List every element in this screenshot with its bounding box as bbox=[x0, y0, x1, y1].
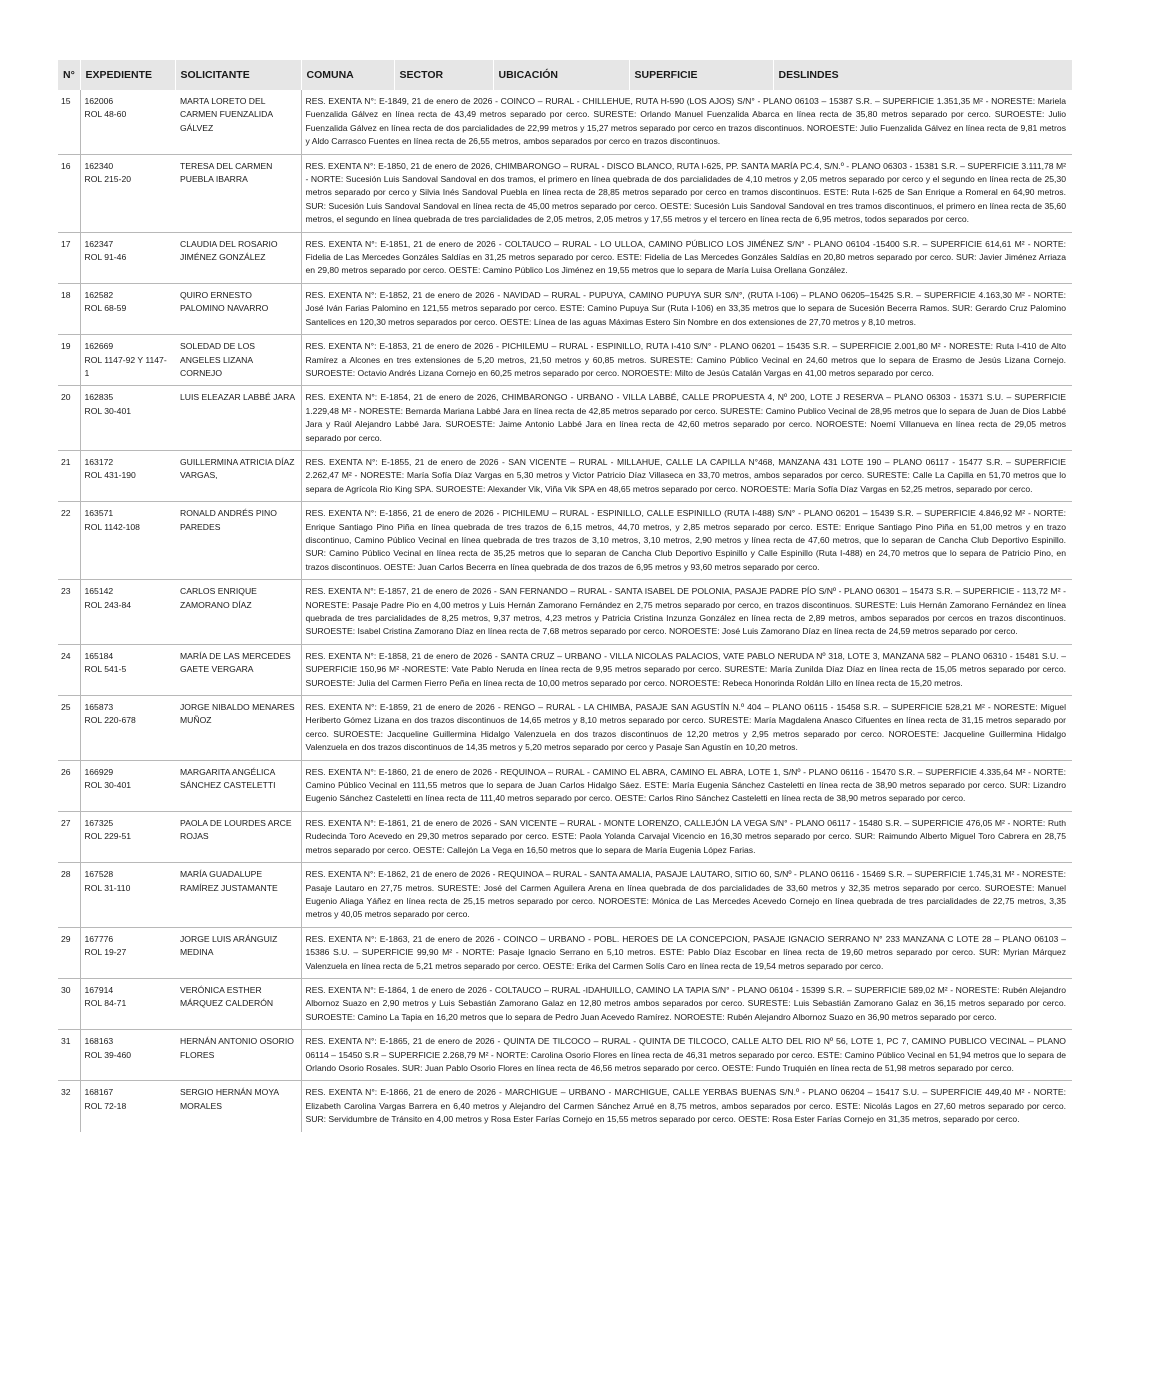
row-solicitante-text: MARGARITA ANGÉLICA SÁNCHEZ CASTELETTI bbox=[180, 766, 276, 791]
row-expediente-text: ROL 1147-92 Y 1147-1 bbox=[84, 354, 167, 378]
resolutions-table bbox=[58, 60, 1072, 1132]
header-expediente: EXPEDIENTE bbox=[80, 60, 175, 90]
row-solicitante-text: LUIS ELEAZAR LABBÉ JARA bbox=[180, 392, 296, 403]
row-detalle bbox=[301, 978, 1072, 1029]
row-detalle bbox=[301, 760, 1072, 811]
row-expediente-text: ROL 431-190 bbox=[84, 470, 136, 481]
row-expediente bbox=[80, 1030, 175, 1081]
row-solicitante bbox=[175, 335, 301, 386]
row-solicitante-text: MARTA LORETO DEL CARMEN FUENZALIDA GÁLVEZ bbox=[180, 96, 273, 133]
row-expediente-text: ROL 220-678 bbox=[84, 715, 136, 726]
row-detalle bbox=[301, 386, 1072, 451]
row-number bbox=[58, 580, 80, 645]
row-solicitante bbox=[175, 502, 301, 580]
row-expediente-text: ROL 39-460 bbox=[84, 1049, 131, 1060]
row-expediente-text: 168163 bbox=[84, 1036, 114, 1047]
row-detalle bbox=[301, 90, 1072, 154]
table-row bbox=[58, 978, 1072, 1029]
header-solicitante: SOLICITANTE bbox=[175, 60, 301, 90]
row-solicitante-text: RONALD ANDRÉS PINO PAREDES bbox=[180, 508, 277, 532]
row-expediente-text: 162582 bbox=[84, 289, 114, 300]
row-number bbox=[58, 1030, 80, 1081]
row-detalle-text: RES. EXENTA N°: E-1860, 21 de enero de 2026 - REQUINOA – RURAL - CAMINO EL ABRA, CAMINO EL ABRA, LOTE 1, S/Nº - PLANO 06116 - 15470 S.R. – SUPERFICIE 4.335,64 M² - NORTE: Camino Público Vecinal en 111,55 metros que lo separa de Juan Carlos Hidalgo Sáez. ESTE: María Eugenia Sánchez Casteletti en línea recta de 38,90 metros separado por cerco. SUR: Lizandro Eugenio Sánchez Casteletti en línea recta de 111,40 metros separado por cerco. OESTE: Carlos Rino Sánchez Casteletti en línea recta de 38,90 metros separado por cerco. bbox=[305, 766, 1066, 804]
row-number-text: 17 bbox=[61, 238, 71, 249]
row-detalle-text: RES. EXENTA N°: E-1850, 21 de enero de 2026, CHIMBARONGO – RURAL - DISCO BLANCO, RUTA I-625, PP. SANTA MARÍA PC.4, S/N.º - PLANO 06303 - 15381 S.R. – SUPERFICIE 3.111,78 M² - NORTE: Sucesión Luis Sandoval Sandoval en dos tramos, el primero en línea quebrada de dos parcialidades de 4,10 metros y 2,05 metros separado por cerco y el segundo en línea recta de 25,30 metros separado por cerco y Silvia Inés Sandoval Puebla en línea recta de 28,85 metros separado por cerco en tramos discontinuos. ESTE: Ruta I-625 de San Enrique a Romeral en 64,90 metros. SUR: Sucesión Luis Sandoval Sandoval en línea recta de 45,00 metros separado por cerco. OESTE: Sucesión Luis Sandoval Sandoval en tres tramos discontinuos, el primero en línea recta de 35,60 metros, el segundo en línea quebrada de tres parcialidades de 2,05 metros, 2,05 metros y 17,55 metros y el tercero en línea recta de 6,95 metros, todos separados por cerco. bbox=[305, 160, 1066, 225]
row-solicitante-text: VERÓNICA ESTHER MÁRQUEZ CALDERÓN bbox=[180, 984, 274, 1009]
row-detalle bbox=[301, 1081, 1072, 1132]
row-solicitante-text: JORGE NIBALDO MENARES MUÑOZ bbox=[180, 702, 295, 726]
row-detalle-text: RES. EXENTA N°: E-1858, 21 de enero de 2026 - SANTA CRUZ – URBANO - VILLA NICOLAS PALACIOS, VATE PABLO NERUDA Nº 318, LOTE 3, MANZANA 582 – PLANO 06310 - 15481 S.U. – SUPERFICIE 150,96 M² -NORESTE: Vate Pablo Neruda en línea recta de 9,95 metros separado por cerco. SURESTE: María Zunilda Díaz Díaz en línea recta de 15,05 metros separado por cerco. SUROESTE: Julia del Carmen Fierro Peña en línea recta de 10,00 metros separado por cerco. NOROESTE: Rebeca Honorinda Roldán Lillo en línea recta de 15,20 metros. bbox=[305, 650, 1066, 688]
row-solicitante-text: MARÍA DE LAS MERCEDES GAETE VERGARA bbox=[180, 650, 291, 675]
row-detalle bbox=[301, 863, 1072, 928]
row-solicitante-text: QUIRO ERNESTO PALOMINO NAVARRO bbox=[180, 289, 269, 314]
row-detalle bbox=[301, 502, 1072, 580]
row-expediente-text: ROL 541-5 bbox=[84, 664, 127, 675]
row-solicitante bbox=[175, 580, 301, 645]
row-detalle-text: RES. EXENTA N°: E-1853, 21 de enero de 2026 - PICHILEMU – RURAL - ESPINILLO, RUTA I-410 S/N° - PLANO 06201 – 15435 S.R. – SUPERFICIE 2.001,80 M² - NORESTE: Ruta I-410 de Alto Ramírez a Alcones en tres extensiones de 5,20 metros, 21,50 metros y 60,85 metros. SURESTE: Camino Público Vecinal en 24,60 metros que lo separa de Erasmo de Jesús Lizana Cornejo. SUROESTE: Octavio Andrés Lizana Cornejo en 60,25 metros separado por cerco. NOROESTE: Milto de Jesús Catalán Vargas en 41,00 metros separado por cerco. bbox=[305, 341, 1066, 378]
row-solicitante-text: GUILLERMINA ATRICIA DÍAZ VARGAS, bbox=[180, 456, 295, 481]
row-solicitante-text: HERNÁN ANTONIO OSORIO FLORES bbox=[180, 1036, 294, 1060]
row-number bbox=[58, 90, 80, 154]
row-number bbox=[58, 335, 80, 386]
row-expediente bbox=[80, 232, 175, 283]
row-expediente-text: ROL 72-18 bbox=[84, 1100, 127, 1111]
row-number-text: 25 bbox=[61, 702, 71, 713]
row-solicitante bbox=[175, 90, 301, 154]
row-number-text: 31 bbox=[61, 1036, 71, 1047]
row-solicitante bbox=[175, 696, 301, 761]
row-detalle-text: RES. EXENTA N°: E-1865, 21 de enero de 2026 - QUINTA DE TILCOCO – RURAL - QUINTA DE TILCOCO, CALLE ALTO DEL RIO Nº 56, LOTE 1, PC 7, CAMINO PUBLICO VECINAL – PLANO 06114 – 15450 S.R – SUPERFICIE 2.268,79 M² - NORTE: Carolina Osorio Flores en línea recta de 46,31 metros separado por cerco. ESTE: Camino Público Vecinal en 51,94 metros que lo separa de Orlando Osorio Rosales. SUR: Juan Pablo Osorio Flores en línea recta de 46,56 metros separado por cerco. OESTE: Fundo Truquién en línea recta de 51,98 metros separado por cerco. bbox=[305, 1036, 1066, 1073]
row-number-text: 21 bbox=[61, 456, 71, 467]
row-expediente-text: ROL 30-401 bbox=[84, 780, 131, 791]
row-number-text: 16 bbox=[61, 160, 71, 171]
row-detalle bbox=[301, 232, 1072, 283]
row-number bbox=[58, 760, 80, 811]
row-number bbox=[58, 811, 80, 862]
row-solicitante bbox=[175, 1081, 301, 1132]
row-number bbox=[58, 644, 80, 695]
row-solicitante-text: JORGE LUIS ARÁNGUIZ MEDINA bbox=[180, 933, 278, 958]
row-number-text: 28 bbox=[61, 869, 71, 880]
row-expediente-text: ROL 30-401 bbox=[84, 405, 131, 416]
row-expediente-text: 162347 bbox=[84, 238, 114, 249]
row-number-text: 22 bbox=[61, 508, 71, 519]
row-detalle-text: RES. EXENTA N°: E-1866, 21 de enero de 2026 - MARCHIGUE – URBANO - MARCHIGUE, CALLE YERBAS BUENAS S/N.º - PLANO 06204 – 15417 S.U. – SUPERFICIE 449,40 M² - NORTE: Elizabeth Carolina Vargas Barrera en 6,40 metros y Alejandro del Carmen Sánchez Arrué en 8,75 metros, ambos separados por cerco. ESTE: Nicolás Lagos en 27,60 metros separado por cerco. SUR: Servidumbre de Tránsito en 4,00 metros y Rosa Ester Farías Cornejo en 15,55 metros separado por cerco. OESTE: Rosa Ester Farías Cornejo en 31,35 metros, separado por cerco. bbox=[305, 1087, 1066, 1125]
row-expediente-text: 162669 bbox=[84, 341, 114, 352]
row-solicitante bbox=[175, 811, 301, 862]
table-row bbox=[58, 502, 1072, 580]
table-header bbox=[58, 60, 1072, 90]
table-body bbox=[58, 90, 1072, 1132]
table-row bbox=[58, 760, 1072, 811]
row-detalle bbox=[301, 283, 1072, 334]
row-detalle-text: RES. EXENTA N°: E-1852, 21 de enero de 2026 - NAVIDAD – RURAL - PUPUYA, CAMINO PUPUYA SUR S/N°, (RUTA I-106) – PLANO 06205–15425 S.R. – SUPERFICIE 4.163,30 M² - NORTE: José Iván Farias Palomino en 121,55 metros separado por cerco. ESTE: Camino Pupuya Sur (Ruta I-106) en 33,35 metros que lo separa de Sucesión Becerra Ramos. SUR: Gerardo Cruz Palomino Santelices en 120,30 metros separados por cerco. OESTE: Línea de las aguas Máximas Estero Sin Nombre en dos extensiones de 27,70 metros y 8,10 metros. bbox=[305, 289, 1066, 327]
row-detalle-text: RES. EXENTA N°: E-1851, 21 de enero de 2026 - COLTAUCO – RURAL - LO ULLOA, CAMINO PÚBLICO LOS JIMÉNEZ S/N° - PLANO 06104 -15400 S.R. – SUPERFICIE 614,61 M² - NORTE: Fidelia de Las Mercedes Gonzáles Saldías en 31,25 metros separado por cerco. ESTE: Fidelia de Las Mercedes Gonzáles Saldías en 20,80 metros separado por cerco. SUR: Javier Jiménez Arriaza en 29,80 metros separado por cerco. OESTE: Camino Público Los Jiménez en 19,55 metros que lo separa de María Luisa Orellana González. bbox=[305, 238, 1066, 276]
header-detail-group bbox=[301, 60, 1072, 90]
row-expediente-text: ROL 68-59 bbox=[84, 303, 127, 314]
row-number bbox=[58, 502, 80, 580]
table-row bbox=[58, 386, 1072, 451]
table-row bbox=[58, 90, 1072, 154]
row-number bbox=[58, 696, 80, 761]
row-expediente bbox=[80, 386, 175, 451]
row-expediente bbox=[80, 978, 175, 1029]
row-expediente-text: 165873 bbox=[84, 702, 114, 713]
row-expediente bbox=[80, 580, 175, 645]
row-expediente bbox=[80, 154, 175, 232]
row-expediente bbox=[80, 811, 175, 862]
row-detalle bbox=[301, 154, 1072, 232]
row-number-text: 26 bbox=[61, 766, 71, 777]
row-number bbox=[58, 232, 80, 283]
row-detalle bbox=[301, 644, 1072, 695]
row-detalle-text: RES. EXENTA N°: E-1864, 1 de enero de 2026 - COLTAUCO – RURAL -IDAHUILLO, CAMINO LA TAPIA S/N° - PLANO 06104 - 15399 S.R. – SUPERFICIE 589,02 M² - NORESTE: Rubén Alejandro Albornoz Suazo en 2,90 metros y Luis Sebastián Zamorano Galaz en 12,80 metros ambos separados por cerco. SURESTE: Luis Sebastián Zamorano Galaz en 36,15 metros separado por cerco. SUROESTE: Camino La Tapia en 16,20 metros que lo separa de Pedro Juan Acevedo Ramírez. NOROESTE: Rubén Alejandro Albornoz Suazo en 36,90 metros separado por cerco. bbox=[305, 984, 1066, 1022]
row-number bbox=[58, 154, 80, 232]
row-detalle bbox=[301, 811, 1072, 862]
row-number-text: 20 bbox=[61, 392, 71, 403]
row-detalle bbox=[301, 696, 1072, 761]
row-expediente bbox=[80, 335, 175, 386]
table-row bbox=[58, 232, 1072, 283]
header-number: N° bbox=[63, 69, 75, 81]
row-detalle-text: RES. EXENTA N°: E-1856, 21 de enero de 2026 - PICHILEMU – RURAL - ESPINILLO, CALLE ESPINILLO (RUTA I-488) S/N° - PLANO 06201 – 15439 S.R. – SUPERFICIE 4.846,92 M² - NORTE: Enrique Santiago Pino Piña en línea quebrada de tres trazos de 6,15 metros, 44,70 metros, y 2,85 metros separado por cerco. ESTE: Enrique Santiago Pino Piña en 51,00 metros y en trazo discontinuo, Camino Público Vecinal en línea quebrada de tres trazos de 3,10 metros, 3,10 metros, 2,90 metros y línea recta de 47,60 metros, que lo separan de Cancha Club Deportivo Espinillo. SUR: Camino Público Vecinal en línea recta de 35,25 metros que lo separan de Cancha Club Deportivo Espinillo y Calle Espinillo (Ruta I-488) en 24,70 metros que lo separa de Patricio Pino, en trazos discontinuos. OESTE: Juan Carlos Becerra en línea quebrada de dos trazos de 6,95 metros y 93,60 metros separado por cerco. bbox=[305, 508, 1066, 572]
row-number-text: 29 bbox=[61, 933, 71, 944]
table-row bbox=[58, 811, 1072, 862]
row-expediente-text: 167325 bbox=[84, 817, 114, 828]
row-solicitante-text: CARLOS ENRIQUE ZAMORANO DÍAZ bbox=[180, 586, 257, 610]
resolutions-table-container bbox=[58, 60, 1072, 1132]
row-solicitante bbox=[175, 450, 301, 501]
table-row bbox=[58, 1030, 1072, 1081]
row-expediente bbox=[80, 283, 175, 334]
row-expediente-text: 163172 bbox=[84, 456, 114, 467]
row-expediente-text: 167528 bbox=[84, 869, 114, 880]
row-detalle-text: RES. EXENTA N°: E-1855, 21 de enero de 2026 - SAN VICENTE – RURAL - MILLAHUE, CALLE LA CAPILLA N°468, MANZANA 431 LOTE 190 – PLANO 06117 - 15477 S.R. – SUPERFICIE 2.262,47 M² - NORESTE: María Sofía Díaz Vargas en 5,30 metros y Victor Patricio Díaz Villaseca en 33,70 metros, ambos separados por cerco. SURESTE: Calle La Capilla en 51,70 metros que lo separa de Agrícola Rio King SPA. SUROESTE: Alexander Vik, Viña Vik SPA en 48,65 metros separado por cerco. NOROESTE: María Sofía Díaz Vargas en 52,25 metros, separado por cerco. bbox=[305, 456, 1066, 494]
row-solicitante-text: MARÍA GUADALUPE RAMÍREZ JUSTAMANTE bbox=[180, 869, 278, 893]
row-expediente-text: ROL 84-71 bbox=[84, 998, 127, 1009]
row-detalle-text: RES. EXENTA N°: E-1857, 21 de enero de 2026 - SAN FERNANDO – RURAL - SANTA ISABEL DE POLONIA, PASAJE PADRE PÍO S/Nº - PLANO 06301 – 15473 S.R. – SUPERFICIE - 113,72 M² - NORESTE: Pasaje Padre Pio en 4,00 metros y Luis Hernán Zamorano Fernández en 2,75 metros separado por cerco, en trazos discontinuos. SURESTE: Luis Hernán Zamorano Fernández en línea quebrada de tres parcialidades de 8,25 metros, 9,37 metros, 4,23 metros y Patricia Cristina Inzunza González en línea recta de 2,89 metros, ambos separados por cercos en trazos discontinuos. SUROESTE: Isabel Cristina Zamorano Díaz en línea recta de 7,68 metros separado por cerco. NOROESTE: José Luis Zamorano Díaz en línea recta de 24,59 metros separado por cerco. bbox=[305, 586, 1066, 637]
row-expediente-text: 165184 bbox=[84, 650, 114, 661]
row-detalle bbox=[301, 1030, 1072, 1081]
row-expediente bbox=[80, 1081, 175, 1132]
row-number-text: 32 bbox=[61, 1087, 71, 1098]
row-expediente-text: ROL 19-27 bbox=[84, 947, 127, 958]
table-row bbox=[58, 283, 1072, 334]
row-detalle-text: RES. EXENTA N°: E-1854, 21 de enero de 2026, CHIMBARONGO - URBANO - VILLA LABBÉ, CALLE PROPUESTA 4, Nº 200, LOTE J RESERVA – PLANO 06303 - 15371 S.U. – SUPERFICIE 1.229,48 M² - NORESTE: Bernarda Mariana Labbé Jara en línea recta de 42,85 metros separado por cerco. SURESTE: Camino Publico Vecinal de 28,95 metros que lo separa de Juan de Dios Labbé Jara y Raúl Alejandro Labbé Jara. SUROESTE: Jaime Antonio Labbé Jara en línea recta de 42,60 metros separado por cerco. NOROESTE: Noemí Villanueva en línea recta de 29,05 metros separado por cerco. bbox=[305, 392, 1066, 443]
row-number bbox=[58, 450, 80, 501]
row-expediente bbox=[80, 696, 175, 761]
row-detalle bbox=[301, 580, 1072, 645]
row-expediente bbox=[80, 450, 175, 501]
row-solicitante-text: SOLEDAD DE LOS ANGELES LIZANA CORNEJO bbox=[180, 341, 255, 378]
row-expediente-text: 162006 bbox=[84, 96, 114, 106]
row-detalle-text: RES. EXENTA N°: E-1861, 21 de enero de 2026 - SAN VICENTE – RURAL - MONTE LORENZO, CALLEJÓN LA VEGA S/N° - PLANO 06117 - 15480 S.R. – SUPERFICIE 476,05 M² - NORTE: Ruth Rudecinda Toro Acevedo en 29,30 metros separado por cerco. ESTE: Paola Yolanda Carvajal Vicencio en 16,30 metros separado por cerco. SUR: Raimundo Alberto Miguel Toro Cabrera en 28,75 metros separado por cerco. OESTE: Callejón La Vega en 16,50 metros que lo separa de María Eugenia López Farias. bbox=[305, 817, 1066, 855]
row-solicitante bbox=[175, 760, 301, 811]
row-number-text: 30 bbox=[61, 984, 71, 995]
row-detalle-text: RES. EXENTA N°: E-1862, 21 de enero de 2026 - REQUINOA – RURAL - SANTA AMALIA, PASAJE LAUTARO, SITIO 60, S/Nº - PLANO 06116 - 15469 S.R. – SUPERFICIE 1.745,31 M² - NORESTE: Pasaje Lautaro en 27,75 metros. SURESTE: José del Carmen Aguilera Arena en línea quebrada de dos parcialidades de 33,60 metros y 32,35 metros separado por cerco. SUROESTE: Manuel Eugenio Aliaga Yáñez en línea recta de 25,15 metros separado por cerco. NOROESTE: Mónica de Las Mercedes Acevedo Cornejo en línea quebrada de tres parcialidades de 22,75 metros, 3,35 metros y 40,05 metros separado por cerco. bbox=[305, 869, 1066, 920]
row-number-text: 24 bbox=[61, 650, 71, 661]
table-row bbox=[58, 1081, 1072, 1132]
row-number-text: 15 bbox=[61, 96, 71, 106]
row-detalle bbox=[301, 927, 1072, 978]
header-superficie: SUPERFICIE bbox=[629, 60, 773, 90]
row-expediente bbox=[80, 502, 175, 580]
row-solicitante-text: SERGIO HERNÁN MOYA MORALES bbox=[180, 1087, 279, 1111]
row-expediente-text: ROL 91-46 bbox=[84, 252, 127, 263]
row-solicitante bbox=[175, 927, 301, 978]
row-expediente bbox=[80, 90, 175, 154]
row-solicitante bbox=[175, 1030, 301, 1081]
row-expediente-text: ROL 243-84 bbox=[84, 599, 131, 610]
header-comuna: COMUNA bbox=[306, 69, 354, 81]
table-row bbox=[58, 580, 1072, 645]
table-row bbox=[58, 335, 1072, 386]
row-detalle bbox=[301, 450, 1072, 501]
table-row bbox=[58, 154, 1072, 232]
row-expediente bbox=[80, 927, 175, 978]
row-number-text: 19 bbox=[61, 341, 71, 352]
header-sector: SECTOR bbox=[394, 60, 493, 90]
row-expediente-text: 162835 bbox=[84, 392, 114, 403]
row-expediente-text: 168167 bbox=[84, 1087, 114, 1098]
row-expediente-text: 167914 bbox=[84, 984, 114, 995]
row-number-text: 18 bbox=[61, 289, 71, 300]
row-number-text: 23 bbox=[61, 586, 71, 597]
row-expediente-text: 162340 bbox=[84, 160, 114, 171]
row-expediente-text: ROL 1142-108 bbox=[84, 521, 140, 532]
row-expediente bbox=[80, 760, 175, 811]
row-solicitante bbox=[175, 154, 301, 232]
row-solicitante bbox=[175, 644, 301, 695]
row-number bbox=[58, 386, 80, 451]
row-expediente-text: ROL 31-110 bbox=[84, 882, 131, 893]
row-solicitante bbox=[175, 863, 301, 928]
row-expediente-text: 167776 bbox=[84, 933, 114, 944]
row-expediente bbox=[80, 863, 175, 928]
row-expediente bbox=[80, 644, 175, 695]
table-row bbox=[58, 927, 1072, 978]
row-number bbox=[58, 283, 80, 334]
row-number bbox=[58, 978, 80, 1029]
table-row bbox=[58, 863, 1072, 928]
row-solicitante bbox=[175, 232, 301, 283]
row-expediente-text: 166929 bbox=[84, 766, 114, 777]
table-row bbox=[58, 644, 1072, 695]
table-row bbox=[58, 696, 1072, 761]
row-detalle-text: RES. EXENTA N°: E-1859, 21 de enero de 2026 - RENGO – RURAL - LA CHIMBA, PASAJE SAN AGUSTÍN N.º 404 – PLANO 06115 - 15458 S.R. – SUPERFICIE 528,21 M² - NORESTE: Miguel Heriberto Gómez Lizana en dos trazos discontinuos de 14,65 metros y 8,10 metros separado por cerco. SURESTE: María Magdalena Anasco Cifuentes en línea recta de 31,15 metros separado por cerco. SUROESTE: Jacqueline Guillermina Hidalgo Valenzuela en dos trazos discontinuos de 12,20 metros y 2,95 metros separado por cerco. NOROESTE: Jacqueline Guillermina Hidalgo Valenzuela en dos trazos discontinuos de 14,35 metros y 5,20 metros separado por cerco y Pasaje San Agustín en 10,20 metros. bbox=[305, 702, 1066, 753]
table-row bbox=[58, 450, 1072, 501]
row-solicitante bbox=[175, 978, 301, 1029]
row-solicitante bbox=[175, 386, 301, 451]
row-expediente-text: ROL 215-20 bbox=[84, 174, 131, 185]
row-detalle bbox=[301, 335, 1072, 386]
header-ubicacion: UBICACIÓN bbox=[493, 60, 629, 90]
row-expediente-text: ROL 229-51 bbox=[84, 831, 131, 842]
row-expediente-text: 163571 bbox=[84, 508, 114, 519]
row-number bbox=[58, 863, 80, 928]
row-expediente-text: 165142 bbox=[84, 586, 114, 597]
row-solicitante-text: PAOLA DE LOURDES ARCE ROJAS bbox=[180, 817, 292, 842]
row-solicitante-text: CLAUDIA DEL ROSARIO JIMÉNEZ GONZÁLEZ bbox=[180, 238, 278, 263]
row-expediente-text: ROL 48-60 bbox=[84, 109, 127, 120]
row-number bbox=[58, 1081, 80, 1132]
header-deslindes: DESLINDES bbox=[773, 60, 1073, 90]
row-detalle-text: RES. EXENTA N°: E-1863, 21 de enero de 2026 - COINCO – URBANO - POBL. HEROES DE LA CONCEPCION, PASAJE IGNACIO SERRANO N° 233 MANZANA C LOTE 28 – PLANO 06103 – 15386 S.U. – SUPERFICIE 99,90 M² - NORTE: Pasaje Ignacio Serrano en 5,10 metros. ESTE: Pablo Díaz Escobar en línea recta de 19,60 metros separado por cerco. SUR: Myrian Márquez Valenzuela en línea recta de 5,21 metros separado por cerco. OESTE: Erika del Carmen Solís Caro en línea recta de 19,54 metros separado por cerco. bbox=[305, 933, 1066, 971]
row-detalle-text: RES. EXENTA N°: E-1849, 21 de enero de 2026 - COINCO – RURAL - CHILLEHUE, RUTA H-590 (LOS AJOS) S/N° - PLANO 06103 – 15387 S.R. – SUPERFICIE 1.351,35 M² - NORESTE: Mariela Fuenzalida Gálvez en línea recta de 43,49 metros separado por cerco. SURESTE: Orlando Manuel Fuenzalida Abarca en línea recta de 35,80 metros separado por cerco. SUROESTE: Julio Fuenzalida Gálvez en línea recta de dos parcialidades de 22,99 metros y 15,27 metros separado por cerco en trazos discontinuos. NOROESTE: Julio Fuenzalida Gálvez en línea recta de 9,81 metros y Aldo Carrasco Fuentes en línea recta de 26,55 metros, ambos separados por cerco en trazos discontinuos. bbox=[305, 96, 1066, 147]
row-number bbox=[58, 927, 80, 978]
row-solicitante-text: TERESA DEL CARMEN PUEBLA IBARRA bbox=[180, 160, 273, 185]
row-solicitante bbox=[175, 283, 301, 334]
row-number-text: 27 bbox=[61, 817, 71, 828]
